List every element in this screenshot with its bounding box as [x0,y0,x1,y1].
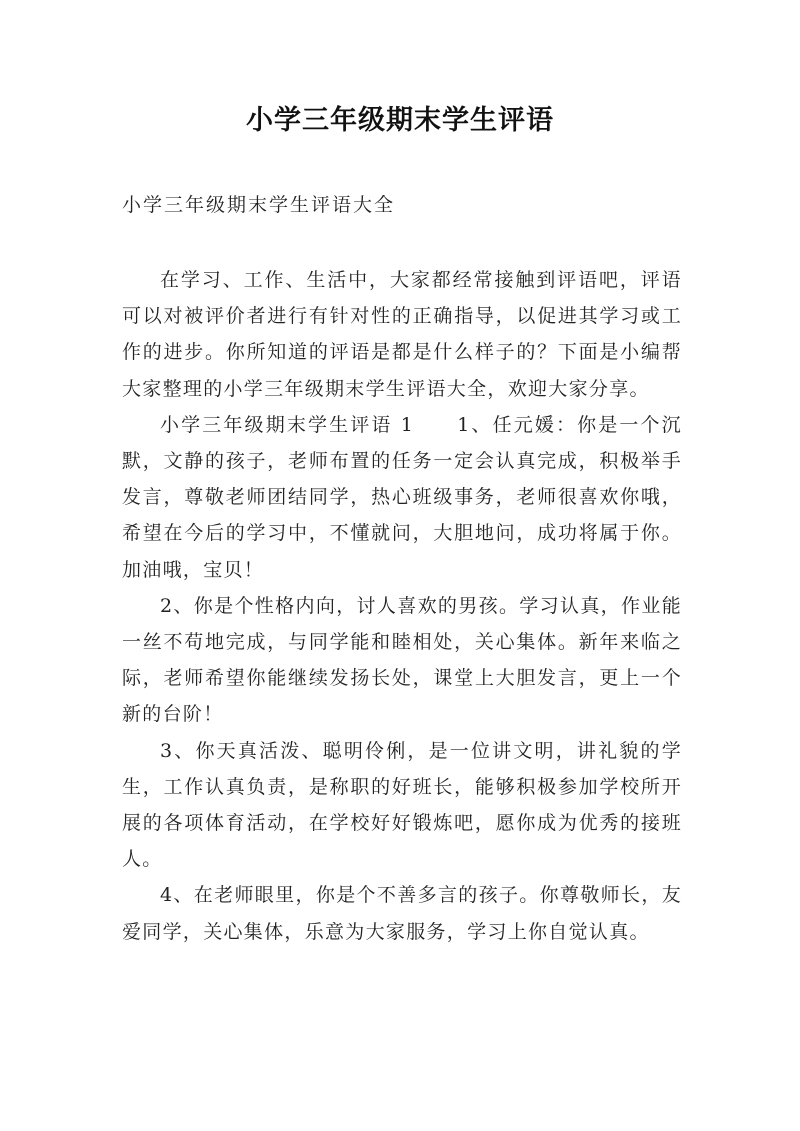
paragraph-comment-4: 4、在老师眼里，你是个不善多言的孩子。你尊敬师长，友爱同学，关心集体，乐意为大家服务，学习上你自觉认真。 [122,884,682,943]
document-title: 小学三年级期末学生评语 [246,105,554,136]
paragraph-intro: 在学习、工作、生活中，大家都经常接触到评语吧，评语可以对被评价者进行有针对性的正确指导，以促进其学习或工作的进步。你所知道的评语是都是什么样子的？下面是小编帮大家整理的小学三年级期末学生评语大全，欢迎大家分享。 [122,269,682,400]
paragraph-comment-2: 2、你是个性格内向，讨人喜欢的男孩。学习认真，作业能一丝不苟地完成，与同学能和睦相处，关心集体。新年来临之际，老师希望你能继续发扬长处，课堂上大胆发言，更上一个新的台阶！ [122,594,682,726]
document-body [122,262,682,950]
document-subtitle: 小学三年级期末学生评语大全 [122,194,396,216]
paragraph-comment-1: 小学三年级期末学生评语 1 1、任元媛：你是一个沉默，文静的孩子，老师布置的任务一定会认真完成，积极举手发言，尊敬老师团结同学，热心班级事务，老师很喜欢你哦，希望在今后的学习中，不懂就问，大胆地问，成功将属于你。加油哦，宝贝！ [122,413,682,581]
paragraph-comment-3: 3、你天真活泼、聪明伶俐，是一位讲文明，讲礼貌的学生，工作认真负责，是称职的好班长，能够积极参加学校所开展的各项体育活动，在学校好好锻炼吧，愿你成为优秀的接班人。 [122,739,682,871]
